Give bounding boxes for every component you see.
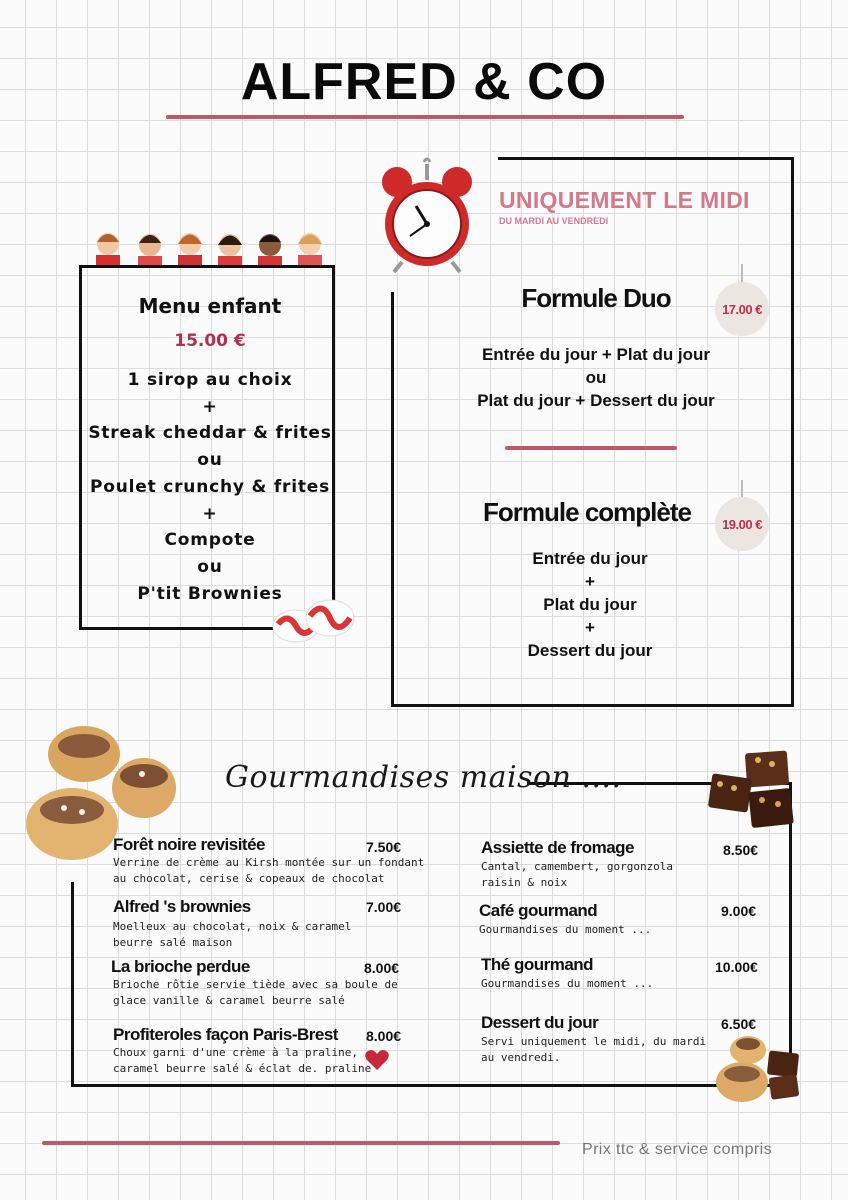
dessert-price: 7.50€ bbox=[366, 839, 402, 855]
dessert-description bbox=[481, 1034, 706, 1066]
dessert-description-line: Gourmandises du moment ... bbox=[481, 977, 654, 990]
lunch-box-left-edge bbox=[391, 292, 394, 707]
dessert-description bbox=[113, 919, 351, 951]
kids-menu-line: 1 sirop au choix bbox=[127, 370, 293, 390]
lunch-banner-title: UNIQUEMENT LE MIDI bbox=[499, 187, 750, 213]
dessert-name: Forêt noire revisitée bbox=[113, 835, 266, 854]
dessert-name: Thé gourmand bbox=[481, 955, 594, 974]
formule-complete-line: Plat du jour bbox=[543, 595, 637, 614]
dessert-description-line: Brioche rôtie servie tiède avec sa boule de bbox=[113, 978, 398, 991]
formule-duo-line: Plat du jour + Dessert du jour bbox=[477, 391, 715, 410]
kids-menu-price: 15.00 € bbox=[174, 331, 246, 351]
dessert-description bbox=[113, 1045, 371, 1077]
dessert-description-line: Gourmandises du moment ... bbox=[479, 923, 652, 936]
dessert-description-line: glace vanille & caramel beurre salé bbox=[113, 994, 345, 1007]
formule-complete-line: Entrée du jour bbox=[532, 549, 648, 568]
lunch-banner-subtitle: DU MARDI AU VENDREDI bbox=[499, 216, 609, 226]
peppermint-candy-icon bbox=[270, 594, 358, 646]
lunch-box-bottom-edge bbox=[391, 704, 794, 707]
lunch-box-right-edge bbox=[791, 157, 794, 707]
dessert-price: 8.50€ bbox=[723, 842, 759, 858]
dessert-description-line: au chocolat, cerise & copeaux de chocolat bbox=[113, 872, 385, 885]
dessert-description-line: raisin & noix bbox=[481, 876, 568, 889]
formule-complete-price-tag: 19.00 € bbox=[715, 497, 769, 551]
formule-complete-line: + bbox=[585, 572, 595, 591]
dessert-price: 8.00€ bbox=[364, 960, 400, 976]
kids-menu-line: + bbox=[202, 396, 218, 417]
dessert-price: 10.00€ bbox=[715, 959, 758, 975]
brownies-illustration bbox=[706, 748, 798, 834]
dessert-description bbox=[481, 859, 673, 891]
kids-menu-line: Poulet crunchy & frites bbox=[89, 476, 330, 497]
title-underline bbox=[166, 115, 684, 119]
kids-menu-line: Streak cheddar & frites bbox=[88, 423, 332, 444]
dessert-name: Alfred 's brownies bbox=[113, 897, 251, 916]
footer-note: Prix ttc & service compris bbox=[582, 1141, 772, 1158]
footer-rule bbox=[42, 1141, 560, 1145]
formule-separator bbox=[505, 446, 677, 450]
kids-menu-line: ou bbox=[197, 450, 223, 471]
dessert-description-line: Cantal, camembert, gorgonzola bbox=[481, 860, 674, 873]
dessert-name: Profiteroles façon Paris-Brest bbox=[113, 1025, 338, 1044]
kids-menu-line: + bbox=[202, 503, 218, 524]
dessert-description-line: Moelleux au chocolat, noix & caramel bbox=[113, 920, 352, 933]
dessert-description bbox=[481, 976, 653, 992]
kids-menu-line: Compote bbox=[164, 530, 256, 551]
dessert-name: Dessert du jour bbox=[481, 1013, 599, 1032]
alarm-clock-icon bbox=[380, 156, 474, 274]
formule-complete-title: Formule complète bbox=[483, 497, 691, 527]
dessert-description bbox=[113, 855, 424, 887]
dessert-name: Café gourmand bbox=[479, 901, 598, 920]
desserts-heading: Gourmandises maison .... bbox=[225, 760, 622, 795]
dessert-description-line: beurre salé maison bbox=[113, 936, 233, 949]
dessert-name: La brioche perdue bbox=[111, 957, 250, 976]
kids-menu-title: Menu enfant bbox=[138, 294, 282, 318]
kids-illustration bbox=[92, 228, 332, 268]
dessert-plate-illustration bbox=[712, 1034, 804, 1106]
formule-duo-price-tag: 17.00 € bbox=[715, 282, 769, 336]
dessert-description-line: Choux garni d'une crème à la praline, bbox=[113, 1046, 359, 1059]
dessert-price: 7.00€ bbox=[366, 899, 402, 915]
dessert-box-left-edge bbox=[71, 882, 74, 1087]
formule-duo-title: Formule Duo bbox=[521, 283, 671, 313]
formule-complete-line: + bbox=[585, 618, 595, 637]
dessert-description-line: Verrine de crème au Kirsh montée sur un fondant bbox=[113, 856, 425, 869]
dessert-description-line: Servi uniquement le midi, du mardi bbox=[481, 1035, 707, 1048]
dessert-description bbox=[479, 922, 651, 938]
dessert-price: 9.00€ bbox=[721, 903, 757, 919]
dessert-name: Assiette de fromage bbox=[481, 838, 634, 857]
heart-icon bbox=[364, 1048, 390, 1072]
formule-duo-list bbox=[404, 343, 788, 412]
kids-menu-line: P'tit Brownies bbox=[137, 583, 283, 604]
dessert-description-line: caramel beurre salé & éclat de. praline bbox=[113, 1062, 372, 1075]
kids-menu-line: ou bbox=[197, 556, 223, 577]
lunch-box-top-edge bbox=[498, 157, 794, 160]
formule-complete-list bbox=[398, 547, 782, 662]
dessert-price: 8.00€ bbox=[366, 1028, 402, 1044]
restaurant-title: ALFRED & CO bbox=[240, 53, 608, 111]
dessert-price: 6.50€ bbox=[721, 1016, 757, 1032]
formule-duo-line: ou bbox=[585, 368, 607, 387]
kids-menu-list bbox=[79, 367, 341, 607]
dessert-box-bottom-edge bbox=[71, 1084, 792, 1087]
dessert-description bbox=[113, 977, 398, 1009]
formule-duo-line: Entrée du jour + Plat du jour bbox=[481, 345, 711, 364]
dessert-description-line: au vendredi. bbox=[481, 1051, 561, 1064]
formule-complete-line: Dessert du jour bbox=[527, 641, 653, 660]
